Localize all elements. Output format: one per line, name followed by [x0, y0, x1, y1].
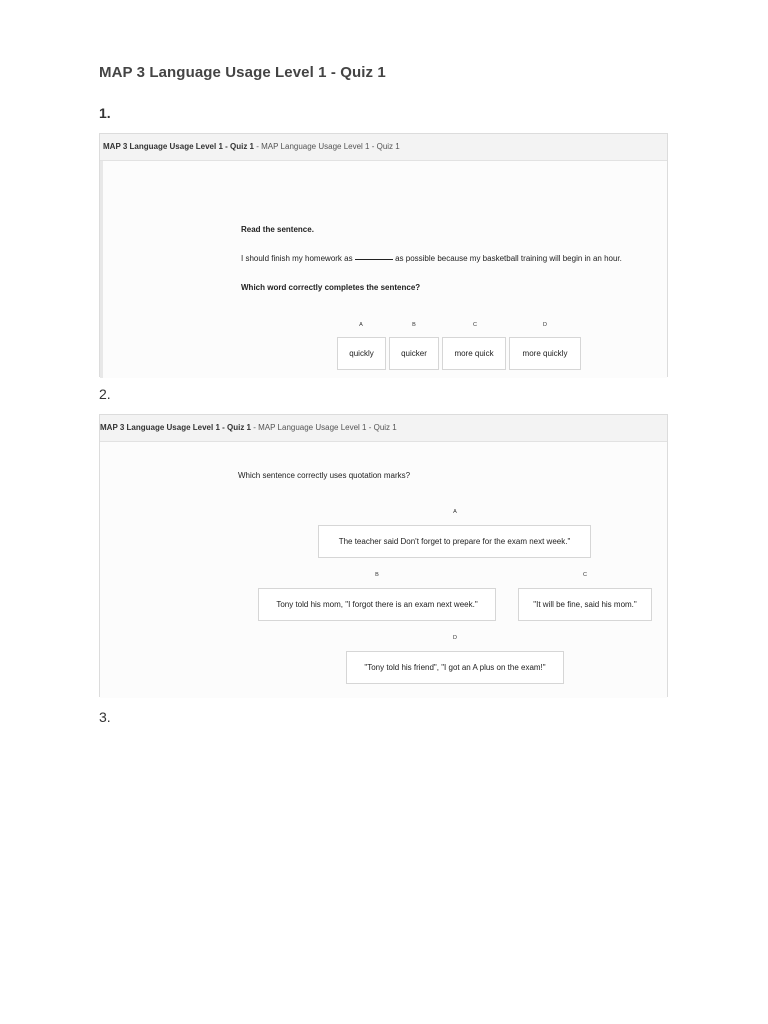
question-2-header — [100, 415, 667, 442]
question-1-prompt: Which word correctly completes the sentence? — [241, 283, 421, 292]
question-2-header-subtitle: - MAP Language Usage Level 1 - Quiz 1 — [251, 423, 397, 432]
question-1-sentence — [241, 254, 622, 263]
sentence-blank — [355, 258, 393, 260]
document-title: MAP 3 Language Usage Level 1 - Quiz 1 — [99, 64, 386, 81]
choice-a-letter: A — [453, 509, 457, 515]
question-2-panel — [99, 414, 668, 697]
question-1-header — [100, 134, 667, 161]
choice-c-button[interactable]: more quick — [442, 337, 506, 370]
question-1-number: 1. — [99, 105, 111, 121]
question-2-number: 2. — [99, 386, 111, 402]
choice-b-button[interactable]: quicker — [389, 337, 439, 370]
question-2-body — [100, 442, 667, 698]
choice-d-button[interactable]: more quickly — [509, 337, 581, 370]
question-1-header-title: MAP 3 Language Usage Level 1 - Quiz 1 — [103, 142, 255, 151]
sentence-before: I should finish my homework as — [241, 254, 353, 263]
question-2-header-title: MAP 3 Language Usage Level 1 - Quiz 1 — [100, 423, 252, 432]
choice-a-button[interactable]: quickly — [337, 337, 386, 370]
choice-d-letter: D — [543, 322, 547, 328]
choice-a-letter: A — [359, 322, 363, 328]
choice-c-button[interactable]: "It will be fine, said his mom." — [518, 588, 652, 621]
choice-a-button[interactable]: The teacher said Don't forget to prepare for the exam next week." — [318, 525, 591, 558]
choice-b-letter: B — [375, 572, 379, 578]
question-1-instruction: Read the sentence. — [241, 225, 314, 234]
question-1-body — [100, 161, 667, 378]
choice-d-letter: D — [453, 635, 457, 641]
question-1-panel — [99, 133, 668, 377]
choice-c-letter: C — [583, 572, 587, 578]
question-2-prompt: Which sentence correctly uses quotation marks? — [238, 471, 411, 480]
choice-c-letter: C — [473, 322, 477, 328]
question-1-header-subtitle: - MAP Language Usage Level 1 - Quiz 1 — [254, 142, 400, 151]
question-3-number: 3. — [99, 709, 111, 725]
sentence-after: as possible because my basketball training will begin in an hour. — [395, 254, 622, 263]
choice-b-letter: B — [412, 322, 416, 328]
choice-d-button[interactable]: "Tony told his friend", "I got an A plus on the exam!" — [346, 651, 564, 684]
choice-b-button[interactable]: Tony told his mom, "I forgot there is an exam next week." — [258, 588, 496, 621]
